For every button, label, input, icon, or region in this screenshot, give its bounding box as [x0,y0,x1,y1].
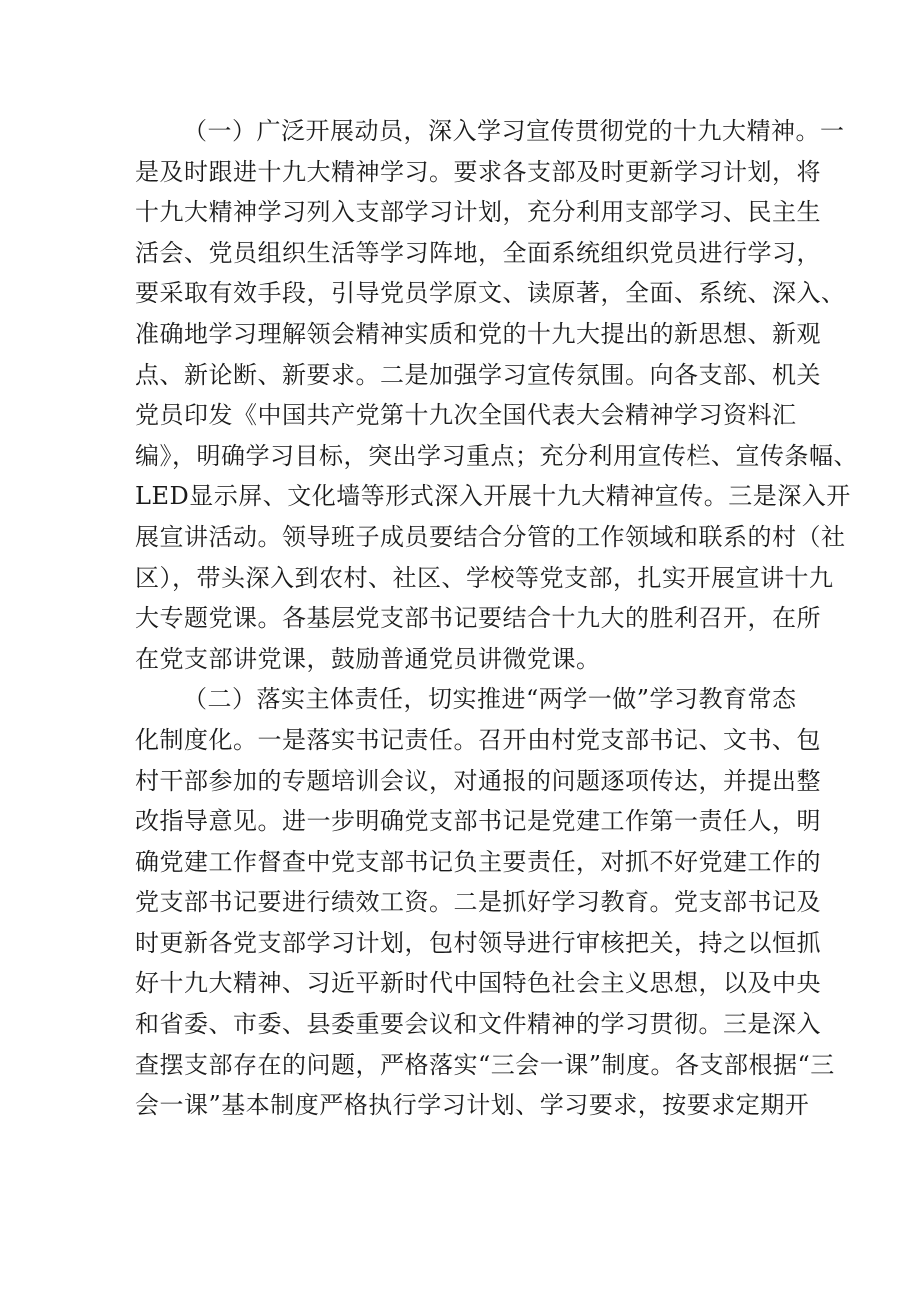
paragraph-line: 好十九大精神、习近平新时代中国特色社会主义思想，以及中央 [135,969,821,998]
paragraph-2 [135,679,835,1126]
paragraph-line: 村干部参加的专题培训会议，对通报的问题逐项传达，并提出整 [135,766,821,795]
paragraph-line: 活会、党员组织生活等学习阵地，全面系统组织党员进行学习， [135,238,821,267]
paragraph-line: 党支部书记要进行绩效工资。二是抓好学习教育。党支部书记及 [135,888,821,917]
paragraph-line: 时更新各党支部学习计划，包村领导进行审核把关，持之以恒抓 [135,928,821,957]
paragraph-line: 展宣讲活动。领导班子成员要结合分管的工作领域和联系的村（社 [135,522,846,551]
paragraph-line: 是及时跟进十九大精神学习。要求各支部及时更新学习计划，将 [135,157,821,186]
paragraph-line: 会一课”基本制度严格执行学习计划、学习要求，按要求定期开 [135,1091,810,1120]
paragraph-line: 准确地学习理解领会精神实质和党的十九大提出的新思想、新观 [135,319,821,348]
paragraph-line: 编》，明确学习目标，突出学习重点；充分利用宣传栏、宣传条幅、 [135,441,858,470]
paragraph-line: 要采取有效手段，引导党员学原文、读原著，全面、系统、深入、 [135,279,846,308]
paragraph-line: 化制度化。一是落实书记责任。召开由村党支部书记、文书、包 [135,725,821,754]
paragraph-line: 点、新论断、新要求。二是加强学习宣传氛围。向各支部、机关 [135,360,821,389]
paragraph-line: 确党建工作督查中党支部书记负主要责任，对抓不好党建工作的 [135,847,821,876]
paragraph-line: （一）广泛开展动员，深入学习宣传贯彻党的十九大精神。一 [183,117,845,145]
paragraph-line: 改指导意见。进一步明确党支部书记是党建工作第一责任人，明 [135,807,821,836]
paragraph-1 [135,111,858,679]
paragraph-line: 党员印发《中国共产党第十九次全国代表大会精神学习资料汇 [135,401,797,430]
paragraph-line: 大专题党课。各基层党支部书记要结合十九大的胜利召开，在所 [135,604,821,633]
paragraph-line: 查摆支部存在的问题，严格落实“三会一课”制度。各支部根据“三 [135,1050,835,1079]
paragraph-line: 十九大精神学习列入支部学习计划，充分利用支部学习、民主生 [135,198,821,227]
paragraph-line: 和省委、市委、县委重要会议和文件精神的学习贯彻。三是深入 [135,1010,821,1039]
paragraph-line: LED显示屏、文化墙等形式深入开展十九大精神宣传。三是深入开 [135,482,851,511]
paragraph-line: （二）落实主体责任，切实推进“两学一做”学习教育常态 [183,685,797,714]
paragraph-line: 区），带头深入到农村、社区、学校等党支部，扎实开展宣讲十九 [135,563,834,592]
paragraph-line: 在党支部讲党课，鼓励普通党员讲微党课。 [135,644,601,673]
document-body [135,111,858,1126]
